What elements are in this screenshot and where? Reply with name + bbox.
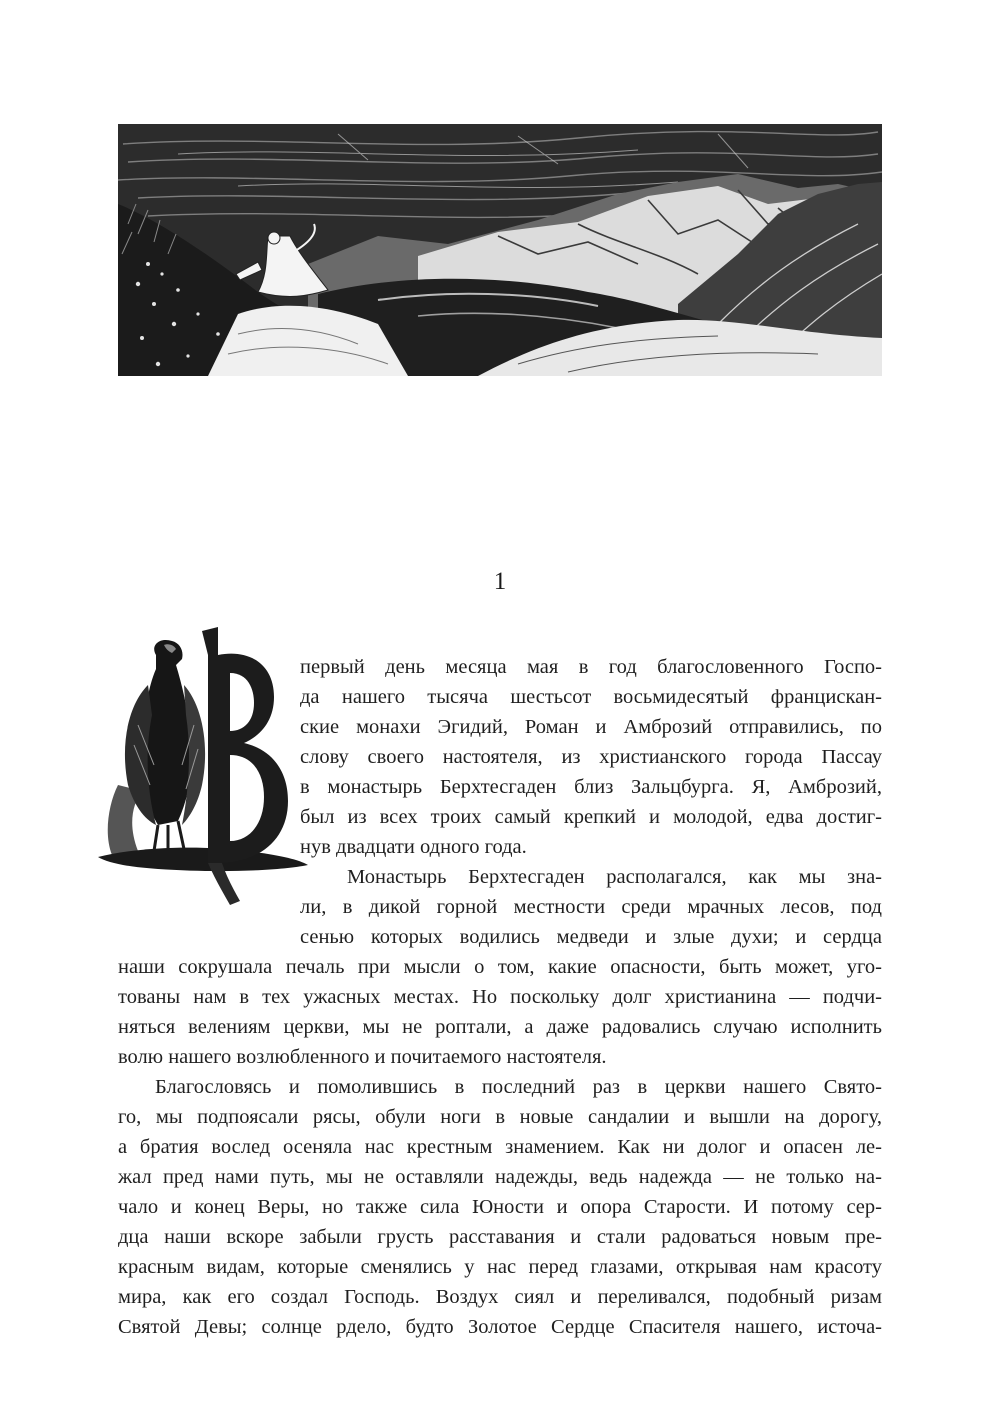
text-line: сенью которых водились медведи и злые духи; и сердца	[300, 926, 882, 948]
text-line: наши сокрушала печаль при мысли о том, какие опасности, быть может, уго-	[118, 956, 882, 978]
text-line: нув двадцати одного года.	[300, 836, 527, 858]
text-line: да нашего тысяча шестьсот восьмидесятый францискан-	[300, 686, 882, 708]
text-line: красным видам, которые сменялись у нас перед глазами, открывая нам красоту	[118, 1256, 882, 1278]
text-line: дца наши вскоре забыли грусть расставания и стали радоваться новым пре-	[118, 1226, 882, 1248]
text-line: первый день месяца мая в год благословенного Госпо-	[300, 656, 882, 678]
text-line: а братия вослед осеняла нас крестным знамением. Как ни долог и опасен ле-	[118, 1136, 882, 1158]
mountain-landscape-drawing	[118, 124, 882, 376]
text-line: Монастырь Берхтесгаден располагался, как мы зна-	[347, 866, 882, 888]
text-line: жал пред нами путь, мы не оставляли надежды, ведь надежда — не только на-	[118, 1166, 882, 1188]
text-line: ли, в дикой горной местности среди мрачных лесов, под	[300, 896, 882, 918]
text-line: Благословясь и помолившись в последний раз в церкви нашего Свято-	[155, 1076, 882, 1098]
text-line: мира, как его создал Господь. Воздух сиял и переливался, подобный ризам	[118, 1286, 882, 1308]
text-line: волю нашего возлюбленного и почитаемого настоятеля.	[118, 1046, 607, 1068]
text-line: го, мы подпоясали рясы, обули ноги в новые сандалии и вышли на дорогу,	[118, 1106, 882, 1128]
text-line: ские монахи Эгидий, Роман и Амброзий отправились, по	[300, 716, 882, 738]
dropcap-illustration	[98, 625, 312, 910]
chapter-number: 1	[493, 568, 507, 595]
text-line: был из всех троих самый крепкий и молодой, едва достиг-	[300, 806, 882, 828]
text-line: в монастырь Берхтесгаден близ Зальцбурга. Я, Амброзий,	[300, 776, 882, 798]
text-line: няться велениям церкви, мы не роптали, а даже радовались случаю исполнить	[118, 1016, 882, 1038]
text-line: Святой Девы; солнце рдело, будто Золотое Сердце Спасителя нашего, источа-	[118, 1316, 882, 1338]
chapter-header-illustration	[118, 124, 882, 376]
eagle-icon	[98, 625, 312, 910]
text-line: тованы нам в тех ужасных местах. Но поскольку долг христианина — подчи-	[118, 986, 882, 1008]
text-line: чало и конец Веры, но также сила Юности и опора Старости. И потому сер-	[118, 1196, 882, 1218]
text-line: слову своего настоятеля, из христианского города Пассау	[300, 746, 882, 768]
